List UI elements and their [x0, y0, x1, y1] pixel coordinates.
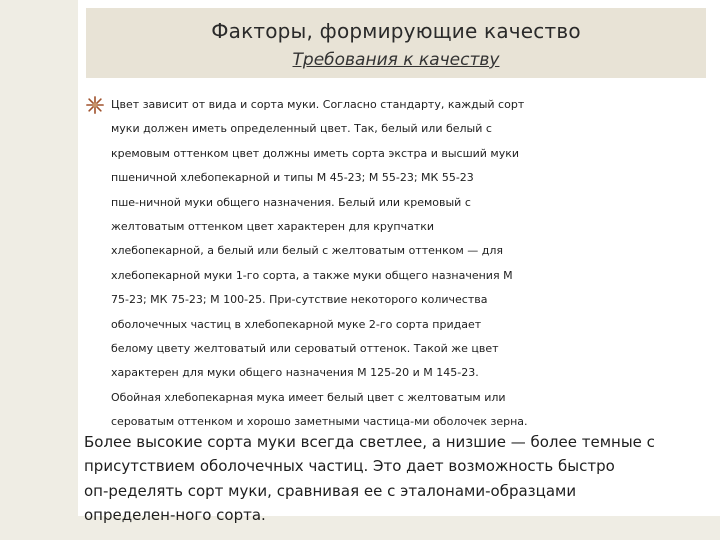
- paragraph-line: Более высокие сорта муки всегда светлее, а низшие — более темные с: [84, 433, 655, 451]
- paragraph-line: муки должен иметь определенный цвет. Так, белый или белый с: [111, 122, 492, 136]
- paragraph-line: характерен для муки общего назначения М 125-20 и М 145-23.: [111, 366, 479, 380]
- paragraph-line: хлебопекарной муки 1-го сорта, а также муки общего назначения М: [111, 268, 513, 282]
- paragraph-line: оп-ределять сорт муки, сравнивая ее с эталонами-образцами: [84, 481, 577, 500]
- paragraph-line: Обойная хлебопекарная мука имеет белый цвет с желтоватым или: [111, 390, 506, 404]
- title-box: [86, 8, 706, 78]
- paragraph-line: сероватым оттенком и хорошо заметными частица-ми оболочек зерна.: [111, 415, 528, 429]
- paragraph-line: присутствием оболочечных частиц. Это дает возможность быстро: [84, 457, 615, 476]
- paragraph-line: оболочечных частиц в хлебопекарной муке 2-го сорта придает: [111, 317, 482, 331]
- paragraph-line: [111, 93, 717, 117]
- paragraph-line: желтоватым оттенком цвет характерен для крупчатки: [111, 220, 435, 234]
- paragraph-line: белому цвету желтоватый или сероватый оттенок. Такой же цвет: [111, 342, 499, 356]
- bold-term: Цвет: [111, 98, 140, 111]
- paragraph-line: кремовым оттенком цвет должны иметь сорта экстра и высший муки: [111, 146, 520, 160]
- paragraph-line: пшеничной хлебопекарной и типы М 45-23; М 55-23; МК 55-23: [111, 171, 474, 185]
- slide-title: Факторы, формирующие качество: [211, 19, 581, 43]
- slide-subtitle: Требования к качеству: [292, 50, 500, 70]
- paragraph-line: хлебопекарной, а белый или белый с желтоватым оттенком — для: [111, 244, 504, 258]
- paragraph-line: определен-ного сорта.: [84, 506, 266, 525]
- left-decorative-stripe: [0, 0, 78, 540]
- paragraph-line-text: зависит от вида и сорта муки. Согласно стандарту, каждый сорт: [139, 98, 525, 111]
- plain-paragraph: [84, 430, 714, 528]
- paragraph-line: 75-23; МК 75-23; М 100-25. При-сутствие некоторого количества: [111, 293, 488, 307]
- paragraph-line: пше-ничной муки общего назначения. Белый или кремовый с: [111, 195, 471, 209]
- bullet-paragraph: [111, 93, 717, 435]
- starburst-bullet-icon: [86, 96, 104, 114]
